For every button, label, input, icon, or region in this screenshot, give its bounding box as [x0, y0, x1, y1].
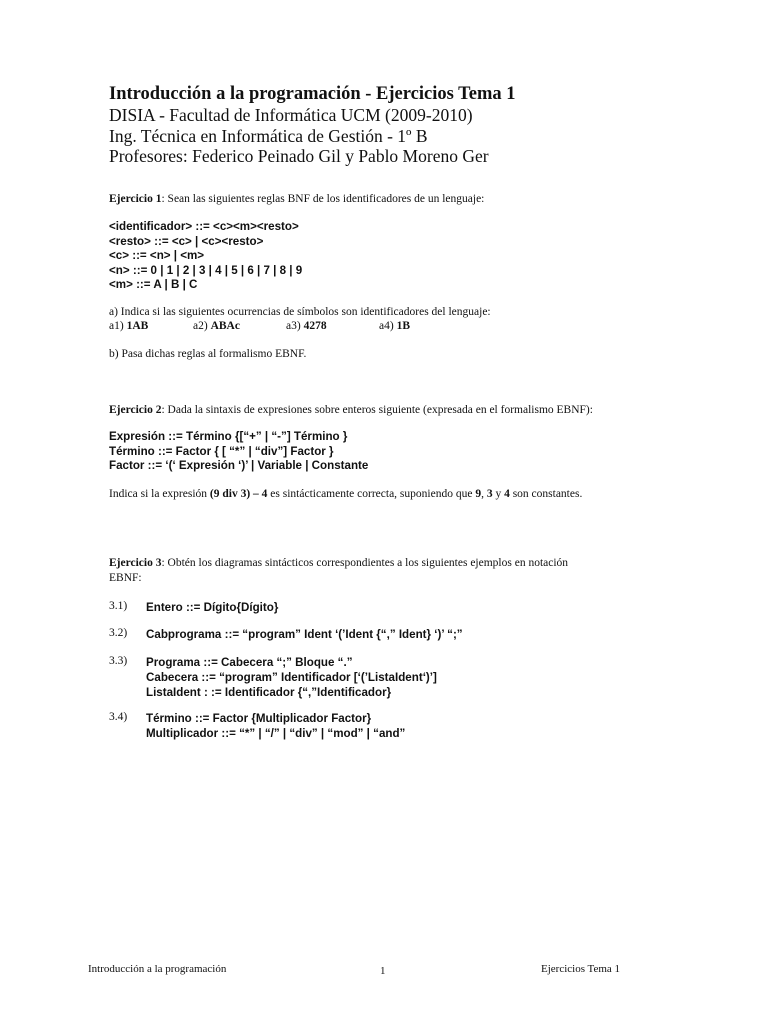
exercise-2-question	[109, 487, 582, 502]
ebnf-example: Cabprograma ::= “program” Ident ‘(’Ident {“,” Ident} ‘)’ “;”	[146, 628, 463, 641]
question-text: es sintácticamente correcta, suponiendo que	[267, 488, 476, 500]
item-value: 4278	[303, 320, 327, 332]
exercise-1-item	[109, 319, 148, 334]
ebnf-example: Entero ::= Dígito{Dígito}	[146, 601, 279, 614]
question-constant: 3	[486, 488, 493, 500]
question-constant: 4	[504, 488, 510, 500]
exercise-1-item	[193, 319, 240, 334]
header-line-faculty: DISIA - Facultad de Informática UCM (2009-2010)	[109, 105, 473, 125]
exercise-1-label: Ejercicio 1	[109, 193, 162, 205]
exercise-1-intro	[109, 192, 484, 207]
ebnf-example-group	[146, 711, 405, 741]
question-text: son constantes.	[509, 488, 583, 500]
footer-right: Ejercicios Tema 1	[541, 963, 621, 975]
exercise-1-item	[286, 319, 327, 334]
exercise-1-intro-text: : Sean las siguientes reglas BNF de los identificadores de un lenguaje:	[161, 193, 485, 205]
item-label: a3)	[286, 320, 304, 332]
exercise-3-intro-text-2: EBNF:	[109, 572, 142, 584]
ebnf-example: Término ::= Factor {Multiplicador Factor}	[146, 712, 372, 725]
bnf-rule: <c> ::= <n> | <m>	[109, 249, 205, 262]
footer-left: Introducción a la programación	[88, 963, 227, 975]
header-line-degree: Ing. Técnica en Informática de Gestión - 1º B	[109, 125, 428, 146]
exercise-1-question-a: a) Indica si las siguientes ocurrencias de símbolos son identificadores del lenguaje:	[109, 306, 491, 318]
ebnf-example: ListaIdent : := Identificador {“,”Identificador}	[146, 686, 392, 699]
exercise-2-label: Ejercicio 2	[109, 404, 162, 416]
question-text: ,	[481, 488, 487, 500]
bnf-rule: <identificador> ::= <c><m><resto>	[109, 220, 299, 233]
ebnf-example-group	[146, 655, 437, 700]
item-number: 3.1)	[109, 600, 128, 612]
question-text: Indica si la expresión	[109, 488, 210, 500]
exercise-2-ebnf-rules	[109, 430, 368, 474]
item-value: ABAc	[210, 320, 240, 332]
bnf-rule: <m> ::= A | B | C	[109, 278, 198, 291]
exercise-1-item	[379, 319, 410, 334]
ebnf-rule: Expresión ::= Término {[“+” | “-”] Término }	[109, 430, 348, 443]
item-number: 3.4)	[109, 711, 128, 723]
exercise-3-intro	[109, 556, 568, 586]
ebnf-example: Multiplicador ::= “*” | “/” | “div” | “mod” | “and”	[146, 727, 406, 740]
ebnf-example: Cabecera ::= “program” Identificador [‘(’ListaIdent‘)’]	[146, 671, 437, 684]
ebnf-rule: Factor ::= ‘(‘ Expresión ‘)’ | Variable | Constante	[109, 459, 369, 472]
exercise-2-intro-text: : Dada la sintaxis de expresiones sobre enteros siguiente (expresada en el formalismo EBNF):	[161, 404, 593, 416]
item-label: a1)	[109, 320, 127, 332]
bnf-rule: <n> ::= 0 | 1 | 2 | 3 | 4 | 5 | 6 | 7 | 8 | 9	[109, 263, 303, 277]
exercise-3-intro-text: : Obtén los diagramas sintácticos correspondientes a los siguientes ejemplos en notación	[161, 557, 569, 569]
exercise-1-question-b: b) Pasa dichas reglas al formalismo EBNF.	[109, 348, 307, 360]
ebnf-example: Programa ::= Cabecera “;” Bloque “.”	[146, 656, 353, 669]
question-expression: (9 div 3) – 4	[209, 488, 268, 500]
bnf-rule: <resto> ::= <c> | <c><resto>	[109, 234, 264, 248]
page-number: 1	[380, 965, 386, 977]
document-header	[109, 84, 515, 167]
item-label: a2)	[193, 320, 211, 332]
exercise-2-intro	[109, 403, 593, 418]
exercise-3-label: Ejercicio 3	[109, 557, 162, 569]
item-number: 3.2)	[109, 627, 128, 639]
exercise-1-bnf-rules	[109, 220, 302, 293]
header-line-professors: Profesores: Federico Peinado Gil y Pablo Moreno Ger	[109, 146, 489, 166]
item-label: a4)	[379, 320, 397, 332]
document-title: Introducción a la programación - Ejercicios Tema 1	[109, 84, 516, 104]
question-constant: 9	[475, 488, 482, 500]
item-value: 1AB	[126, 320, 149, 332]
ebnf-rule: Término ::= Factor { [ “*” | “div”] Factor }	[109, 444, 334, 458]
item-number: 3.3)	[109, 655, 128, 667]
question-text: y	[492, 488, 505, 500]
item-value: 1B	[396, 320, 410, 332]
